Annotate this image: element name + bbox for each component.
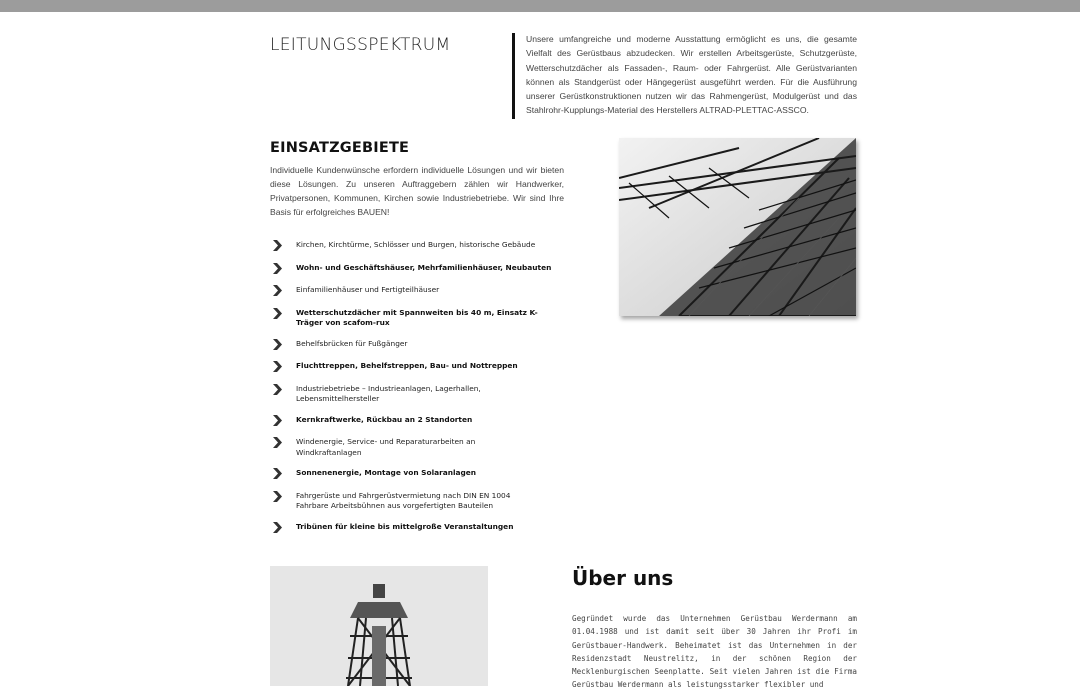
- list-item: [273, 339, 573, 362]
- list-item: [273, 491, 573, 522]
- chevron-right-icon: [273, 263, 282, 274]
- list-item-label: Einfamilienhäuser und Fertigteilhäuser: [296, 285, 440, 294]
- list-item-label: Windenergie, Service- und Reparaturarbeiten an: [296, 437, 476, 446]
- chevron-right-icon: [273, 361, 282, 372]
- about-text: Gegründet wurde das Unternehmen Gerüstbau Werdermann am 01.04.1988 und ist damit seit über 30 Jahren ihr Profi im Gerüstbauer-Handwerk. Beheimatet ist das Unternehmen in der Residenzstadt Neustrelitz, in der schönen Region der Mecklenburgischen Seenplatte. Seit vielen Jahren ist die Firma Gerüstbau Werdermann als leistungsstarker flexibler und: [572, 614, 857, 690]
- list-item-label: Fahrgerüste und Fahrgerüstvermietung nach DIN EN 1004: [296, 490, 511, 500]
- list-item-label-2: Windkraftanlagen: [296, 447, 362, 457]
- list-item-label: Behelfsbrücken für Fußgänger: [296, 338, 408, 348]
- list-item-label-2: Lebensmittelhersteller: [296, 394, 380, 403]
- list-item: [273, 415, 573, 438]
- list-item-label: Kernkraftwerke, Rückbau an 2 Standorten: [296, 414, 473, 424]
- chevron-right-icon: [273, 384, 282, 395]
- list-item: [273, 263, 573, 286]
- list-item: [273, 384, 573, 415]
- list-item-label: Wohn- und Geschäftshäuser, Mehrfamilienhäuser, Neubauten: [296, 262, 552, 272]
- chevron-right-icon: [273, 415, 282, 426]
- divider-line: [512, 33, 515, 119]
- top-bar: [0, 0, 1080, 12]
- chevron-right-icon: [273, 468, 282, 479]
- list-item: [273, 240, 573, 263]
- list-item: [273, 437, 573, 468]
- scaffolding-photo: [619, 138, 856, 316]
- einsatz-list: [273, 240, 573, 544]
- intro-text: Unsere umfangreiche und moderne Ausstattung ermöglicht es uns, die gesamte Vielfalt des Gerüstbaus abzudecken. Wir erstellen Arbeitsgerüste, Schutzgerüste, Wetterschutzdächer als Fassaden-, Raum- oder Fahrgerüst. Alle Gerüstvarianten können als Standgerüst oder Hängegerüst ausgeführt werden. Für die Ausführung unserer Gerüstkonstruktionen nutzen wir das Rahmengerüst, Modulgerüst und das Stahlrohr-Kupplungs-Material des Herstellers ALTRAD-PLETTAC-ASSCO.: [526, 34, 857, 116]
- chevron-right-icon: [273, 285, 282, 296]
- page-title: LEITUNGSSPEKTRUM: [270, 35, 451, 55]
- list-item: [273, 468, 573, 491]
- list-item-label-2: Träger von scafom-rux: [296, 318, 390, 327]
- list-item-label: Sonnenenergie, Montage von Solaranlagen: [296, 468, 477, 477]
- chevron-right-icon: [273, 339, 282, 350]
- list-item-label: Kirchen, Kirchtürme, Schlösser und Burgen, historische Gebäude: [296, 240, 536, 249]
- tower-illustration: [270, 566, 488, 686]
- list-item-label: Tribünen für kleine bis mittelgroße Veranstaltungen: [296, 521, 514, 531]
- chevron-right-icon: [273, 240, 282, 251]
- chevron-right-icon: [273, 522, 282, 533]
- einsatz-description: Individuelle Kundenwünsche erfordern individuelle Lösungen und wir bieten diese Lösungen. Zu unseren Auftraggebern zählen wir Handwerker, Privatpersonen, Kommunen, Kirchen sowie Industriebetriebe. Wir sind Ihre Basis für erfolgreiches BAUEN!: [270, 165, 564, 217]
- tower-photo: [270, 566, 488, 686]
- list-item-label: Wetterschutzdächer mit Spannweiten bis 40 m, Einsatz K-: [296, 307, 538, 317]
- list-item-label: Industriebetriebe – Industrieanlagen, Lagerhallen,: [296, 383, 481, 393]
- list-item-label: Fluchttreppen, Behelfstreppen, Bau- und Nottreppen: [296, 361, 518, 370]
- chevron-right-icon: [273, 491, 282, 502]
- list-item-label-2: Fahrbare Arbeitsbühnen aus vorgefertigten Bauteilen: [296, 501, 494, 510]
- scaffolding-illustration: [619, 138, 856, 316]
- list-item: [273, 285, 573, 308]
- list-item: [273, 522, 573, 545]
- list-item: [273, 361, 573, 384]
- section-title-einsatzgebiete: EINSATZGEBIETE: [270, 140, 410, 156]
- chevron-right-icon: [273, 437, 282, 448]
- about-title: Über uns: [572, 566, 674, 590]
- chevron-right-icon: [273, 308, 282, 319]
- list-item: [273, 308, 573, 339]
